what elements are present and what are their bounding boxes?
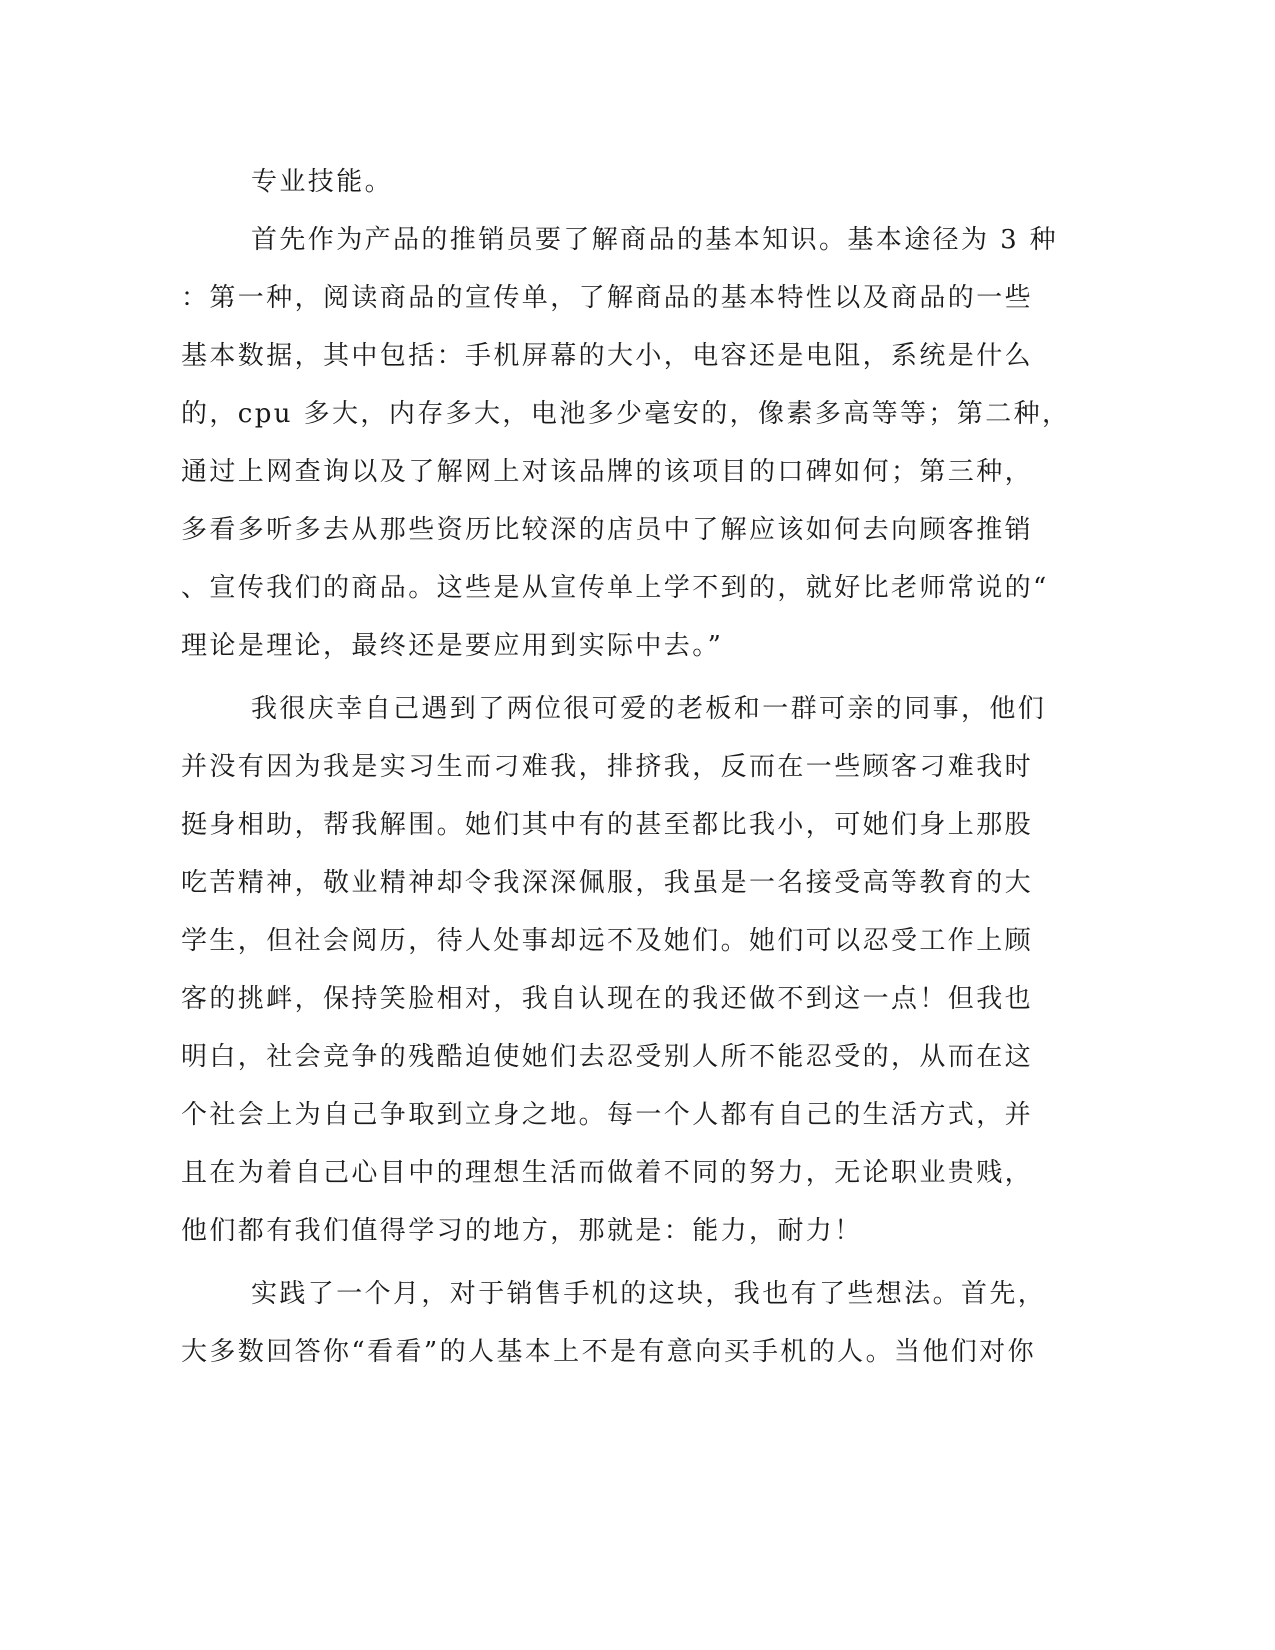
text-line: 吃苦精神，敬业精神却令我深深佩服，我虽是一名接受高等教育的大 [181, 868, 1034, 898]
text-line: 通过上网查询以及了解网上对该品牌的该项目的口碑如何；第三种， [181, 457, 1034, 487]
text-line: 且在为着自己心目中的理想生活而做着不同的努力，无论职业贵贱， [181, 1158, 1034, 1188]
text-line: 大多数回答你“看看”的人基本上不是有意向买手机的人。当他们对你 [181, 1337, 1036, 1367]
text-line: 明白，社会竞争的残酷迫使她们去忍受别人所不能忍受的，从而在这 [181, 1042, 1034, 1072]
text-line: 个社会上为自己争取到立身之地。每一个人都有自己的生活方式，并 [181, 1100, 1034, 1130]
text-line: 实践了一个月，对于销售手机的这块，我也有了些想法。首先， [251, 1279, 1047, 1309]
text-line: 基本数据，其中包括：手机屏幕的大小，电容还是电阻，系统是什么 [181, 341, 1034, 371]
text-line: 、宣传我们的商品。这些是从宣传单上学不到的，就好比老师常说的“ [181, 573, 1049, 603]
text-line: 客的挑衅，保持笑脸相对，我自认现在的我还做不到这一点！但我也 [181, 984, 1034, 1014]
text-line: 专业技能。 [251, 167, 394, 197]
text-line: 挺身相助，帮我解围。她们其中有的甚至都比我小，可她们身上那股 [181, 810, 1034, 840]
text-line: 学生，但社会阅历，待人处事却远不及她们。她们可以忍受工作上顾 [181, 926, 1034, 956]
text-line: 我很庆幸自己遇到了两位很可爱的老板和一群可亲的同事，他们 [251, 694, 1047, 724]
text-line: 首先作为产品的推销员要了解商品的基本知识。基本途径为 3 种 [251, 225, 1059, 255]
text-line: 并没有因为我是实习生而刁难我，排挤我，反而在一些顾客刁难我时 [181, 752, 1034, 782]
text-line: ：第一种，阅读商品的宣传单，了解商品的基本特性以及商品的一些 [181, 283, 1034, 313]
text-line: 多看多听多去从那些资历比较深的店员中了解应该如何去向顾客推销 [181, 515, 1034, 545]
text-line: 的，cpu 多大，内存多大，电池多少毫安的，像素多高等等；第二种， [181, 399, 1071, 429]
text-line: 理论是理论，最终还是要应用到实际中去。” [181, 631, 724, 661]
text-line: 他们都有我们值得学习的地方，那就是：能力，耐力！ [181, 1216, 863, 1246]
